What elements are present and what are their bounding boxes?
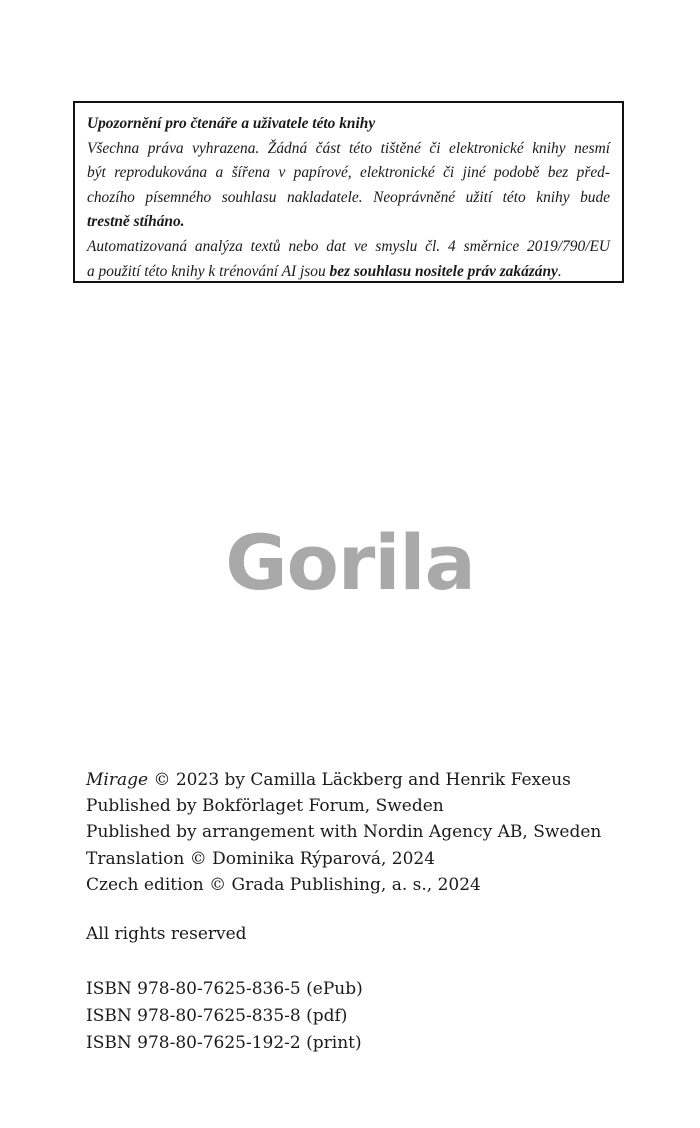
notice-ai-prefix: a použití této knihy k trénování AI jsou <box>87 262 330 280</box>
notice-ai-suffix: . <box>557 262 562 280</box>
credit-copyright-line <box>86 767 601 793</box>
notice-ai-line-2 <box>87 260 610 285</box>
notice-bold-line <box>87 210 610 235</box>
notice-title: Upozornění pro čtenáře a uživatele této knihy <box>87 115 376 132</box>
notice-line: Všechna práva vyhrazena. Žádná část této tištěné či elektronické knihy nesmí <box>87 139 610 157</box>
rights-reserved: All rights reserved <box>86 924 247 944</box>
work-title: Mirage <box>86 770 149 790</box>
isbn-epub: ISBN 978-80-7625-836-5 (ePub) <box>86 979 363 999</box>
notice-ai-line-1: Automatizovaná analýza textů nebo dat ve smyslu čl. 4 směrnice 2019/790/EU <box>87 237 610 255</box>
credit-line: Published by Bokförlaget Forum, Sweden <box>86 796 444 817</box>
isbn-pdf: ISBN 978-80-7625-835-8 (pdf) <box>86 1006 348 1027</box>
work-copyright: © 2023 by Camilla Läckberg and Henrik Fexeus <box>148 770 571 790</box>
isbn-list <box>86 976 363 1058</box>
credit-line: Translation © Dominika Rýparová, 2024 <box>86 848 436 869</box>
notice-prosecution-text: trestně stíháno. <box>87 213 185 231</box>
notice-line: chozího písemného souhlasu nakladatele. Neoprávněné užití této knihy bude <box>87 188 610 206</box>
credits-block <box>86 767 601 898</box>
gorila-logo: Gorila <box>225 517 475 607</box>
copyright-notice-box <box>73 101 624 283</box>
credit-line: Czech edition © Grada Publishing, a. s., 2024 <box>86 874 481 895</box>
credit-line: Published by arrangement with Nordin Agency AB, Sweden <box>86 822 602 843</box>
isbn-print: ISBN 978-80-7625-192-2 (print) <box>86 1033 362 1054</box>
notice-ai-prohibited: bez souhlasu nositele práv zakázány <box>329 262 558 280</box>
notice-line: být reprodukována a šířena v papírové, elektronické či jiné podobě bez před- <box>87 164 610 182</box>
